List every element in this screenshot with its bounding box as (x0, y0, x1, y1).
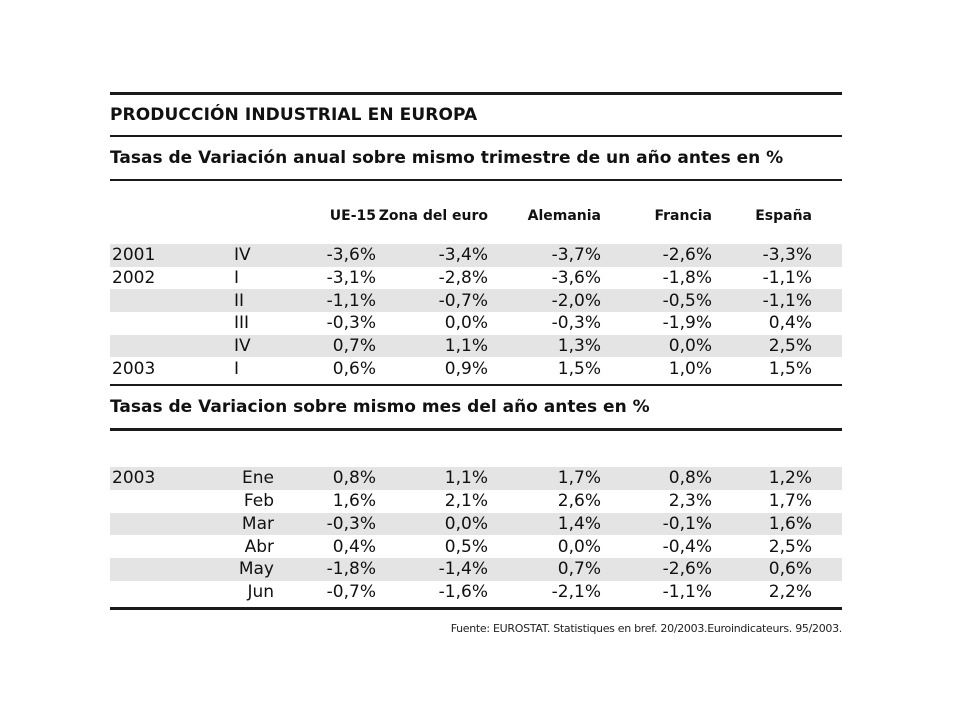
row-period: IV (234, 336, 251, 357)
cell-espana: 0,4% (768, 313, 812, 334)
table-row (110, 267, 842, 290)
cell-ue15: 0,4% (332, 536, 376, 557)
table-row (110, 244, 842, 267)
cell-francia: -0,5% (662, 290, 712, 311)
monthly-table (110, 467, 842, 603)
cell-francia: -2,6% (662, 245, 712, 266)
cell-francia: -1,8% (662, 268, 712, 289)
cell-alemania: -3,7% (551, 245, 601, 266)
cell-zona-euro: 0,0% (444, 313, 488, 334)
table-row (110, 467, 842, 490)
row-period: I (234, 358, 240, 379)
cell-alemania: 0,0% (557, 536, 601, 557)
table-row (110, 357, 842, 380)
cell-espana: -1,1% (762, 268, 812, 289)
cell-zona-euro: -2,8% (438, 268, 488, 289)
cell-espana: 2,2% (768, 581, 812, 602)
cell-alemania: 1,4% (557, 513, 601, 534)
cell-alemania: 2,6% (557, 491, 601, 512)
cell-espana: 1,2% (768, 468, 812, 489)
cell-ue15: 0,7% (332, 336, 376, 357)
cell-zona-euro: 0,9% (444, 358, 488, 379)
table-row (110, 581, 842, 604)
cell-alemania: -2,0% (551, 290, 601, 311)
cell-ue15: 1,6% (332, 491, 376, 512)
cell-francia: -1,9% (662, 313, 712, 334)
cell-zona-euro: 1,1% (444, 336, 488, 357)
cell-zona-euro: 1,1% (444, 468, 488, 489)
column-headers (110, 194, 842, 238)
row-period: Abr (244, 536, 274, 557)
cell-alemania: 0,7% (557, 559, 601, 580)
row-period: III (234, 313, 250, 334)
row-period: May (238, 559, 274, 580)
col-header-espana: España (755, 208, 812, 224)
cell-espana: 2,5% (768, 336, 812, 357)
cell-francia: -1,1% (662, 581, 712, 602)
cell-alemania: 1,3% (557, 336, 601, 357)
cell-ue15: 0,6% (332, 358, 376, 379)
section2-heading: Tasas de Variacion sobre mismo mes del año antes en % (110, 397, 650, 418)
cell-espana: 0,6% (768, 559, 812, 580)
col-header-alemania: Alemania (527, 208, 601, 224)
cell-francia: -0,4% (662, 536, 712, 557)
table-row (110, 558, 842, 581)
cell-espana: 1,6% (768, 513, 812, 534)
cell-zona-euro: -1,6% (438, 581, 488, 602)
col-header-francia: Francia (654, 208, 712, 224)
cell-espana: 1,7% (768, 491, 812, 512)
section1-heading: Tasas de Variación anual sobre mismo trimestre de un año antes en % (110, 148, 784, 168)
cell-zona-euro: -3,4% (438, 245, 488, 266)
table-row (110, 289, 842, 312)
row-period: II (234, 290, 245, 311)
cell-ue15: -1,1% (326, 290, 376, 311)
page-title: PRODUCCIÓN INDUSTRIAL EN EUROPA (110, 105, 478, 125)
cell-espana: -3,3% (762, 245, 812, 266)
cell-francia: 1,0% (668, 358, 712, 379)
cell-francia: 0,8% (668, 468, 712, 489)
row-period: I (234, 268, 240, 289)
cell-ue15: -1,8% (326, 559, 376, 580)
cell-alemania: 1,5% (557, 358, 601, 379)
row-year: 2001 (112, 245, 156, 266)
cell-alemania: 1,7% (557, 468, 601, 489)
cell-alemania: -2,1% (551, 581, 601, 602)
cell-zona-euro: 0,5% (444, 536, 488, 557)
document (110, 92, 842, 635)
table-row (110, 513, 842, 536)
row-period: Ene (242, 468, 274, 489)
cell-espana: 1,5% (768, 358, 812, 379)
col-header-zona-euro: Zona del euro (378, 208, 488, 224)
cell-ue15: 0,8% (332, 468, 376, 489)
quarterly-table (110, 244, 842, 380)
row-period: IV (234, 245, 251, 266)
cell-francia: 2,3% (668, 491, 712, 512)
cell-alemania: -0,3% (551, 313, 601, 334)
cell-francia: -2,6% (662, 559, 712, 580)
cell-zona-euro: -1,4% (438, 559, 488, 580)
table-row (110, 312, 842, 335)
row-year: 2002 (112, 268, 156, 289)
cell-zona-euro: -0,7% (438, 290, 488, 311)
source-note: Fuente: EUROSTAT. Statistiques en bref. 20/2003.Euroindicateurs. 95/2003. (450, 622, 842, 636)
col-header-ue15: UE-15 (329, 208, 376, 224)
cell-francia: 0,0% (668, 336, 712, 357)
cell-ue15: -3,1% (326, 268, 376, 289)
row-year: 2003 (112, 468, 156, 489)
table-row (110, 490, 842, 513)
cell-zona-euro: 0,0% (444, 513, 488, 534)
row-period: Jun (247, 581, 274, 602)
table-row (110, 335, 842, 358)
cell-alemania: -3,6% (551, 268, 601, 289)
cell-ue15: -0,7% (326, 581, 376, 602)
row-year: 2003 (112, 358, 156, 379)
row-period: Feb (243, 491, 274, 512)
cell-espana: 2,5% (768, 536, 812, 557)
cell-francia: -0,1% (662, 513, 712, 534)
cell-ue15: -0,3% (326, 313, 376, 334)
cell-ue15: -0,3% (326, 513, 376, 534)
cell-ue15: -3,6% (326, 245, 376, 266)
table-row (110, 535, 842, 558)
cell-espana: -1,1% (762, 290, 812, 311)
row-period: Mar (241, 513, 274, 534)
cell-zona-euro: 2,1% (444, 491, 488, 512)
